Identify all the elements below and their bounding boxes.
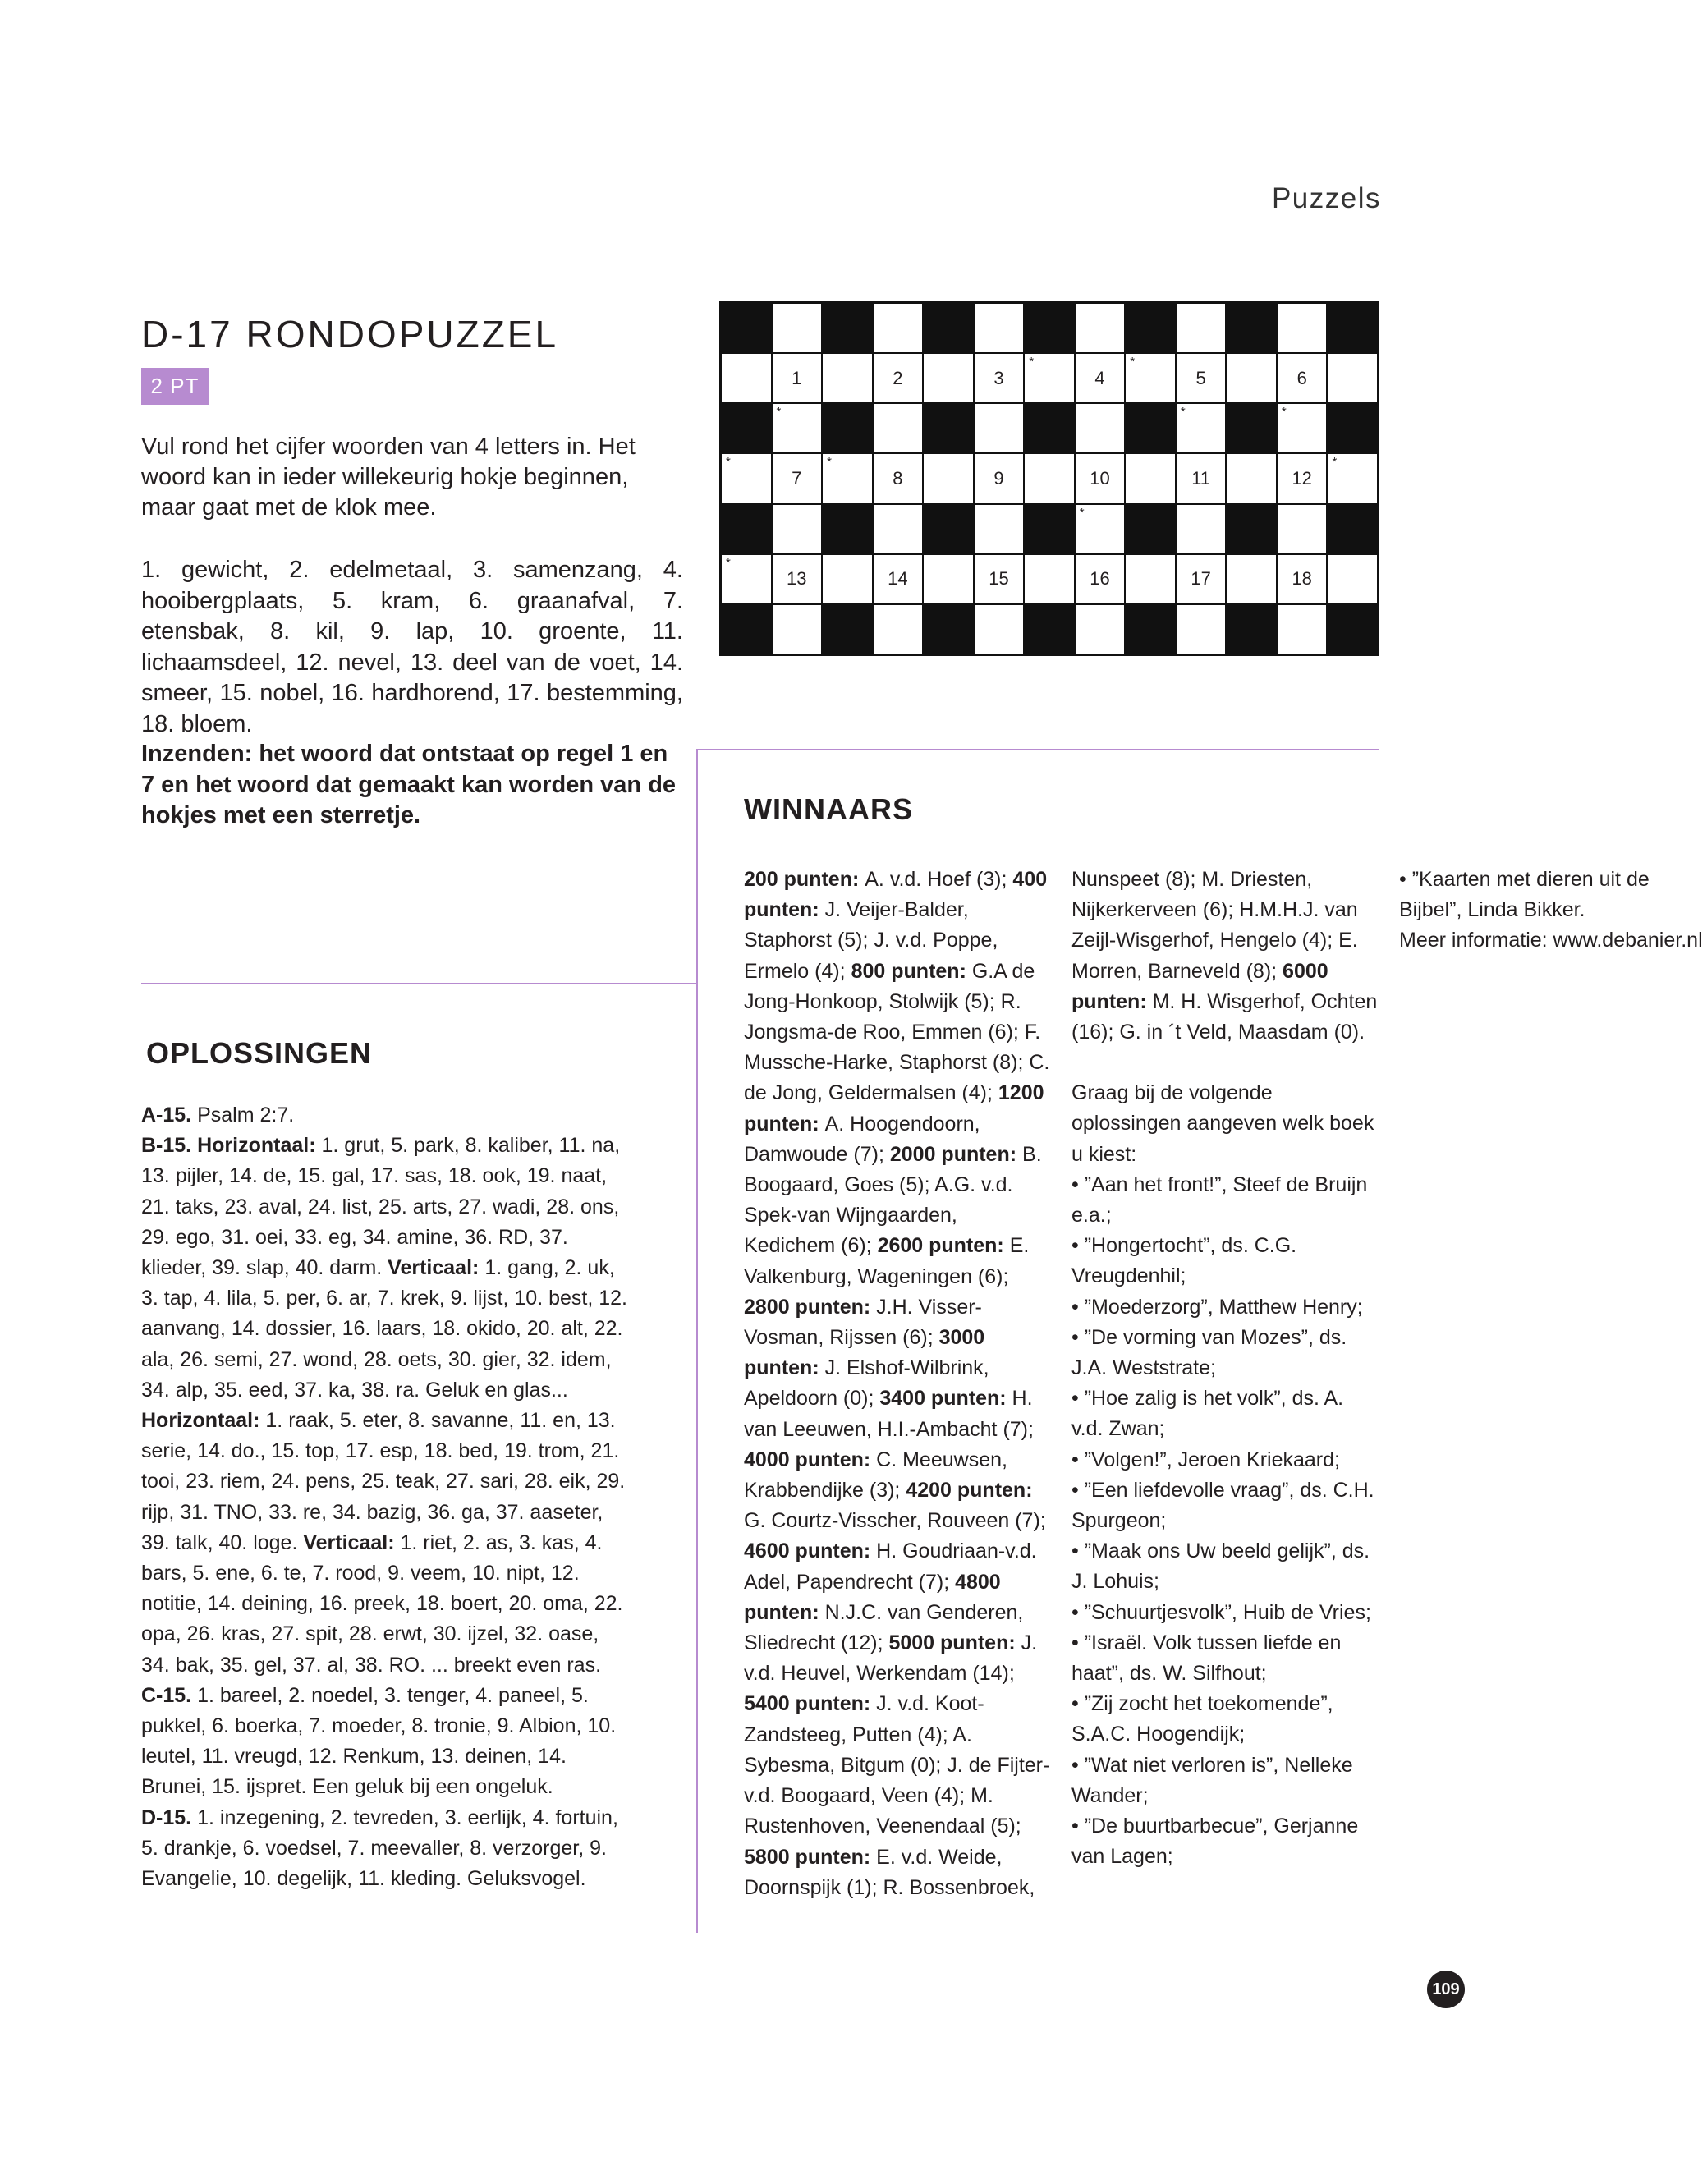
- grid-cell-black: [1025, 404, 1074, 452]
- grid-cell-numbered: [1076, 354, 1125, 402]
- winner-names: J. v.d. Koot-Zandsteeg, Putten (4); A. Sybesma, Bitgum (0); J. de Fijter-v.d. Boogaard, Veen (4); M. Rustenhoven, Veenendaal (5);: [744, 1692, 1050, 1838]
- grid-cell: [1177, 304, 1226, 352]
- grid-cell: [773, 505, 822, 553]
- grid-cell-black: [1025, 605, 1074, 654]
- grid-cell: [823, 555, 872, 603]
- winner-points-label: 3400 punten:: [879, 1387, 1012, 1411]
- grid-number: 6: [1296, 367, 1307, 388]
- books-intro: Graag bij de volgende oplossingen aangeven welk boek u kiest:: [1071, 1081, 1374, 1166]
- solution-d-label: D-15.: [141, 1805, 192, 1829]
- grid-cell-black: [823, 505, 872, 553]
- grid-cell: [1278, 605, 1327, 654]
- grid-cell: [924, 354, 973, 402]
- star-marker: *: [1079, 505, 1085, 520]
- winners-heading: WINNAARS: [744, 792, 913, 826]
- grid-cell: [1025, 555, 1074, 603]
- grid-cell: [874, 505, 923, 553]
- winners-list: [744, 865, 1703, 1928]
- grid-cell: [1227, 555, 1276, 603]
- solution-a-text: Psalm 2:7.: [197, 1103, 295, 1126]
- book-item: • ”Moederzorg”, Matthew Henry;: [1071, 1295, 1363, 1319]
- winner-names: A. Hoogendoorn, Damwoude (7);: [744, 1112, 980, 1166]
- grid-cell-black: [722, 304, 771, 352]
- winner-points-label: 4000 punten:: [744, 1448, 877, 1471]
- column-divider: [696, 749, 698, 1933]
- winner-points-label: 5400 punten:: [744, 1692, 877, 1716]
- star-marker: *: [1332, 455, 1338, 470]
- page-number: 109: [1427, 1971, 1465, 2008]
- grid-number: 2: [893, 367, 903, 388]
- points-badge: 2 PT: [141, 368, 209, 405]
- star-marker: *: [1180, 405, 1186, 420]
- winner-names: E. v.d. Weide, Doornspijk (1); R. Bossenbroek, Nunspeet (8); M. Driesten, Nijkerkerveen (6); H.M.H.J. van Zeijl-Wisgerhof, Hengelo (4); E. Morren, Barneveld (8);: [744, 868, 1358, 1899]
- book-item: • ”Hoe zalig is het volk”, ds. A. v.d. Zwan;: [1071, 1387, 1344, 1441]
- book-item: • ”Een liefdevolle vraag”, ds. C.H. Spurgeon;: [1071, 1478, 1374, 1533]
- grid-number: 4: [1094, 367, 1105, 388]
- grid-cell-black: [1328, 304, 1377, 352]
- grid-cell: [1025, 454, 1074, 502]
- grid-cell: [1177, 505, 1226, 553]
- grid-cell-black: [1227, 605, 1276, 654]
- grid-cell-numbered: [773, 555, 822, 603]
- winner-points-label: 4200 punten:: [906, 1479, 1033, 1503]
- winner-names: C. Meeuwsen, Krabbendijke (3);: [744, 1448, 1007, 1503]
- grid-number: 7: [792, 467, 802, 489]
- grid-cell-numbered: [874, 354, 923, 402]
- solution-b-ver2-label: Verticaal:: [303, 1530, 395, 1554]
- divider-left: [141, 983, 696, 984]
- grid-cell: [1126, 454, 1175, 502]
- winner-points-label: 800 punten:: [851, 959, 972, 983]
- grid-cell-numbered: [1177, 555, 1226, 603]
- grid-cell: [1076, 605, 1125, 654]
- winner-points-label: 2000 punten:: [889, 1142, 1023, 1166]
- winner-names: G.A de Jong-Honkoop, Stolwijk (5); R. Jongsma-de Roo, Emmen (6); F. Mussche-Harke, Staphorst (8); C. de Jong, Geldermalsen (4);: [744, 959, 1050, 1105]
- solutions-text: [141, 1100, 631, 1894]
- grid-cell-numbered: [1278, 354, 1327, 402]
- solution-b-ver: 1. gang, 2. uk, 3. tap, 4. lila, 5. per, 6. ar, 7. krek, 9. lijst, 10. best, 12. aanvang, 14. dossier, 16. laars, 18. okido, 20. alt, 22. ala, 26. semi, 27. wond, 28. oets, 30. gier, 32. idem, 34. alp, 35. eed, 37. ka, 38. ra. Geluk en glas...: [141, 1256, 627, 1402]
- grid-cell-numbered: [1177, 354, 1226, 402]
- grid-cell: [975, 505, 1024, 553]
- grid-cell-black: [823, 404, 872, 452]
- winner-names: J. Elshof-Wilbrink, Apeldoorn (0);: [744, 1356, 989, 1411]
- grid-cell: [1177, 404, 1226, 452]
- book-item: • ”Israël. Volk tussen liefde en haat”, ds. W. Silfhout;: [1071, 1631, 1342, 1686]
- star-marker: *: [827, 455, 832, 470]
- grid-number: 13: [787, 568, 807, 590]
- winner-names: M. H. Wisgerhof, Ochten (16); G. in ´t Veld, Maasdam (0).: [1071, 989, 1378, 1044]
- grid-cell: [874, 304, 923, 352]
- winner-names: J. v.d. Heuvel, Werkendam (14);: [744, 1631, 1038, 1686]
- divider-right: [696, 749, 1379, 750]
- grid-cell-numbered: [1177, 454, 1226, 502]
- section-label: Puzzels: [1271, 182, 1381, 214]
- solution-a-label: A-15.: [141, 1103, 192, 1126]
- grid-cell-black: [1126, 304, 1175, 352]
- grid-cell-numbered: [773, 354, 822, 402]
- grid-cell: [1278, 404, 1327, 452]
- grid-cell: [1076, 404, 1125, 452]
- solution-c-text: 1. bareel, 2. noedel, 3. tenger, 4. paneel, 5. pukkel, 6. boerka, 7. moeder, 8. tronie, 9. Albion, 10. leutel, 11. vreugd, 12. Renkum, 13. deinen, 14. Brunei, 15. ijspret. Een geluk bij een ongeluk.: [141, 1683, 617, 1799]
- winner-points-label: 1200 punten:: [744, 1081, 1044, 1136]
- winner-points-label: 2600 punten:: [877, 1234, 1010, 1258]
- winner-points-label: 4600 punten:: [744, 1539, 877, 1563]
- grid-cell-black: [722, 505, 771, 553]
- solution-b-ver2: 1. riet, 2. as, 3. kas, 4. bars, 5. ene, 6. te, 7. rood, 9. veem, 10. nipt, 12. notitie, 14. deining, 16. preek, 18. boert, 20. oma, 22. opa, 26. kras, 27. spit, 28. erwt, 30. ijzel, 32. oase, 34. bak, 35. gel, 37. al, 38. RO. ... breekt even ras.: [141, 1530, 623, 1677]
- grid-cell: [773, 304, 822, 352]
- grid-cell-numbered: [874, 454, 923, 502]
- winner-points-label: 400 punten:: [744, 868, 1048, 922]
- grid-cell: [1177, 605, 1226, 654]
- winner-points-label: 5000 punten:: [888, 1631, 1021, 1655]
- book-item: • ”Zij zocht het toekomende”, S.A.C. Hoogendijk;: [1071, 1692, 1333, 1746]
- grid-number: 8: [893, 467, 903, 489]
- submit-instructions: Inzenden: het woord dat ontstaat op regel 1 en 7 en het woord dat gemaakt kan worden van de hokjes met een sterretje.: [141, 741, 677, 828]
- grid-number: 12: [1292, 467, 1312, 489]
- grid-cell: [975, 605, 1024, 654]
- grid-cell: [924, 555, 973, 603]
- grid-cell-black: [924, 404, 973, 452]
- book-item: • ”Volgen!”, Jeroen Kriekaard;: [1071, 1448, 1340, 1471]
- solution-b-ver-label: Verticaal:: [388, 1256, 480, 1280]
- grid-number: 3: [993, 367, 1004, 388]
- puzzle-clues: 1. gewicht, 2. edelmetaal, 3. samenzang, 4. hooibergplaats, 5. kram, 6. graanafval, 7. etensbak, 8. kil, 9. lap, 10. groente, 11. lichaamsdeel, 12. nevel, 13. deel van de voet, 14. smeer, 15. nobel, 16. hardhorend, 17. bestemming, 18. bloem.: [141, 557, 683, 737]
- grid-cell: [1076, 304, 1125, 352]
- solution-b-hor: 1. grut, 5. park, 8. kaliber, 11. na, 13. pijler, 14. de, 15. gal, 17. sas, 18. ook, 19. naat, 21. taks, 23. aval, 24. list, 25. arts, 27. wadi, 28. ons, 29. ego, 31. oei, 33. eg, 34. amine, 36. RD, 37. klieder, 39. slap, 40. darm.: [141, 1134, 621, 1280]
- grid-cell: [1126, 555, 1175, 603]
- grid-cell-black: [1126, 505, 1175, 553]
- book-item: • ”Schuurtjesvolk”, Huib de Vries;: [1071, 1600, 1371, 1624]
- winner-points-label: 6000 punten:: [1071, 959, 1328, 1013]
- winner-names: E. Valkenburg, Wageningen (6);: [744, 1234, 1030, 1288]
- grid-cell: [874, 605, 923, 654]
- grid-number: 14: [888, 568, 908, 590]
- grid-cell-black: [1126, 605, 1175, 654]
- book-item: • ”Maak ons Uw beeld gelijk”, ds. J. Lohuis;: [1071, 1539, 1370, 1594]
- grid-number: 18: [1292, 568, 1312, 590]
- book-item: • ”De buurtbarbecue”, Gerjanne van Lagen;: [1071, 1815, 1359, 1869]
- grid-cell-black: [1328, 605, 1377, 654]
- grid-cell: [1076, 505, 1125, 553]
- grid-cell-numbered: [874, 555, 923, 603]
- puzzle-instructions: Vul rond het cijfer woorden van 4 letters in. Het woord kan in ieder willekeurig hokje beginnen, maar gaat met de klok mee.: [141, 434, 636, 521]
- puzzle-title: D-17 RONDOPUZZEL: [141, 313, 559, 356]
- grid-cell: [823, 354, 872, 402]
- grid-cell: [1126, 354, 1175, 402]
- grid-cell-numbered: [773, 454, 822, 502]
- grid-cell: [773, 605, 822, 654]
- winner-names: H. van Leeuwen, H.I.-Ambacht (7);: [744, 1387, 1034, 1441]
- grid-cell: [1328, 555, 1377, 603]
- grid-cell-black: [924, 304, 973, 352]
- more-info: Meer informatie: www.debanier.nl: [1399, 929, 1703, 952]
- solution-b-label: B-15.: [141, 1134, 192, 1158]
- grid-cell-numbered: [1076, 555, 1125, 603]
- grid-cell-black: [722, 605, 771, 654]
- winner-names: J. Veijer-Balder, Staphorst (5); J. v.d. Poppe, Ermelo (4);: [744, 898, 998, 983]
- grid-number: 1: [792, 367, 802, 388]
- winner-names: N.J.C. van Genderen, Sliedrecht (12);: [744, 1600, 1024, 1655]
- grid-cell-black: [1025, 505, 1074, 553]
- grid-cell-black: [1025, 304, 1074, 352]
- grid-cell-numbered: [1278, 555, 1327, 603]
- grid-cell-black: [1328, 404, 1377, 452]
- grid-number: 16: [1090, 568, 1110, 590]
- grid-cell-black: [823, 304, 872, 352]
- grid-cell: [975, 304, 1024, 352]
- solution-b-hor-label: Horizontaal:: [197, 1134, 316, 1158]
- winner-names: G. Courtz-Visscher, Rouveen (7);: [744, 1509, 1046, 1533]
- solutions-heading: OPLOSSINGEN: [146, 1036, 373, 1070]
- grid-number: 15: [989, 568, 1009, 590]
- winner-points-label: 2800 punten:: [744, 1295, 877, 1319]
- grid-cell-numbered: [975, 354, 1024, 402]
- grid-cell-black: [823, 605, 872, 654]
- grid-cell-black: [924, 505, 973, 553]
- grid-cell-numbered: [975, 454, 1024, 502]
- book-item: • ”Kaarten met dieren uit de Bijbel”, Linda Bikker.: [1399, 868, 1650, 922]
- solution-d-text: 1. inzegening, 2. tevreden, 3. eerlijk, 4. fortuin, 5. drankje, 6. voedsel, 7. meevaller, 8. verzorger, 9. Evangelie, 10. degelijk, 11. kleding. Geluksvogel.: [141, 1805, 618, 1891]
- grid-cell: [722, 354, 771, 402]
- grid-cell: [773, 404, 822, 452]
- grid-cell: [1025, 354, 1074, 402]
- winner-names: J.H. Visser-Vosman, Rijssen (6);: [744, 1295, 982, 1350]
- grid-cell: [1278, 304, 1327, 352]
- star-marker: *: [776, 405, 782, 420]
- winners-columns: [744, 865, 1703, 1928]
- star-marker: *: [1281, 405, 1287, 420]
- book-item: • ”Aan het front!”, Steef de Bruijn e.a.;: [1071, 1172, 1368, 1227]
- book-item: • ”De vorming van Mozes”, ds. J.A. Weststrate;: [1071, 1325, 1347, 1380]
- grid-number: 17: [1191, 568, 1211, 590]
- grid-cell: [1227, 454, 1276, 502]
- grid-number: 5: [1195, 367, 1206, 388]
- winner-points-label: 5800 punten:: [744, 1845, 877, 1869]
- book-item: • ”Hongertocht”, ds. C.G. Vreugdenhil;: [1071, 1234, 1297, 1288]
- winner-names: H. Goudriaan-v.d. Adel, Papendrecht (7);: [744, 1539, 1037, 1594]
- solution-b-hor2: 1. raak, 5. eter, 8. savanne, 11. en, 13. serie, 14. do., 15. top, 17. esp, 18. bed, 19. trom, 21. tooi, 23. riem, 24. pens, 25. teak, 27. sari, 28. eik, 29. rijp, 31. TNO, 33. re, 34. bazig, 36. ga, 37. aaseter, 39. talk, 40. loge.: [141, 1409, 626, 1554]
- book-item: • ”Wat niet verloren is”, Nelleke Wander;: [1071, 1753, 1353, 1807]
- winner-points-label: 4800 punten:: [744, 1570, 1001, 1624]
- grid-cell: [722, 555, 771, 603]
- grid-cell: [722, 454, 771, 502]
- grid-cell: [823, 454, 872, 502]
- grid-cell-black: [1126, 404, 1175, 452]
- grid-cell-numbered: [975, 555, 1024, 603]
- rondo-puzzle-grid: [719, 301, 1379, 656]
- winner-names: A. v.d. Hoef (3);: [865, 868, 1013, 891]
- solution-c-label: C-15.: [141, 1683, 192, 1707]
- winner-points-label: 200 punten:: [744, 868, 865, 891]
- grid-cell: [1328, 354, 1377, 402]
- grid-number: 10: [1090, 467, 1110, 489]
- grid-cell-black: [722, 404, 771, 452]
- star-marker: *: [1130, 355, 1136, 369]
- grid-cell: [924, 454, 973, 502]
- grid-number: 11: [1191, 467, 1211, 489]
- grid-cell: [1227, 354, 1276, 402]
- grid-cell-numbered: [1278, 454, 1327, 502]
- grid-cell-black: [924, 605, 973, 654]
- grid-cell-black: [1328, 505, 1377, 553]
- grid-cell-black: [1227, 505, 1276, 553]
- solution-b-hor2-label: Horizontaal:: [141, 1409, 260, 1433]
- star-marker: *: [726, 455, 731, 470]
- grid-cell: [874, 404, 923, 452]
- grid-cell: [1278, 505, 1327, 553]
- winner-points-label: 3000 punten:: [744, 1326, 985, 1380]
- grid-cell-numbered: [1076, 454, 1125, 502]
- grid-cell-black: [1227, 304, 1276, 352]
- star-marker: *: [1029, 355, 1035, 369]
- grid-cell-black: [1227, 404, 1276, 452]
- star-marker: *: [726, 555, 731, 570]
- winner-names: B. Boogaard, Goes (5); A.G. v.d. Spek-van Wijngaarden, Kedichem (6);: [744, 1142, 1042, 1258]
- grid-cell: [975, 404, 1024, 452]
- grid-cell: [1328, 454, 1377, 502]
- grid-number: 9: [993, 467, 1004, 489]
